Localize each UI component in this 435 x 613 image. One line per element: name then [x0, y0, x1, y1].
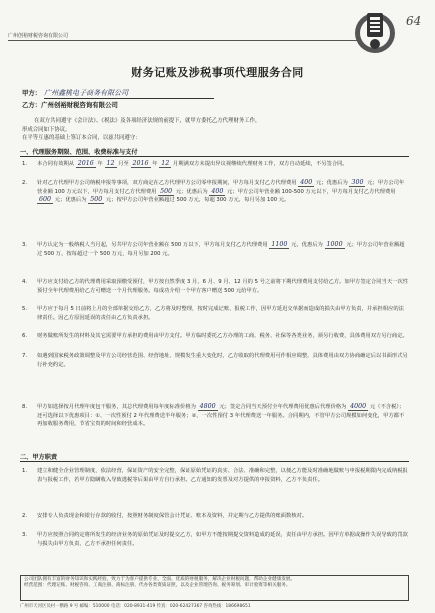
item-number: 4. — [22, 279, 28, 285]
party-b — [22, 100, 118, 109]
section-1-item-6 — [22, 332, 409, 341]
section-1-title: 一、代理服务期限、范围、收费标准与支付 — [20, 149, 138, 156]
item-text: 安排专人负责现金和银行存款的收付，按照财务制度保管会计凭证、账本及资料，并定期与乙方提供的账面数核对。 — [37, 513, 308, 519]
handwritten-page-number: 64 — [406, 14, 422, 28]
intro-paragraph — [22, 117, 409, 143]
party-a-label: 甲方： — [22, 89, 42, 97]
item-text: 年 — [152, 161, 158, 167]
item-text: 甲方如选择按月代理年度包干服务，其总代理费用每年度标准价格为 — [37, 404, 196, 410]
fee-field: 400 — [300, 179, 313, 186]
party-b-label: 乙方： — [22, 101, 42, 109]
discount-fee-field: 4000 — [350, 403, 367, 410]
item-text: 元；优惠后为 — [175, 188, 208, 195]
section-2-item-3 — [22, 531, 409, 548]
start-month-field: 12 — [106, 160, 115, 167]
item-number: 1. — [22, 468, 28, 474]
item-text: 年 — [97, 161, 103, 167]
section-2-item-2 — [22, 512, 409, 521]
fee-field: 1100 — [271, 241, 288, 248]
item-text: 元；甲方公司年营业额 100 万元以下，甲方每月支付乙方代理费用 — [37, 180, 405, 195]
section-1-rule — [20, 156, 409, 157]
item-text: 财务做账所发生的材料及其它需要甲方承担的费用由甲方支付。甲方临时委托乙方办理的工商、税务、社保等各类业务，须另行收费，具体费用双方另行商定。 — [37, 333, 408, 339]
fee-field: 500 — [90, 196, 103, 204]
fee-field: 1000 — [326, 241, 343, 248]
item-number: 2. — [22, 180, 28, 186]
fee-field: 600 — [39, 196, 52, 204]
item-text: 如遇到国家税务政策调整及甲方公司经营范围、经营地址、规模发生重大变化时，乙方收取的代理费用可作相应调整，具体费用由双方协商确定后以书面形式另行补充约定。 — [37, 353, 408, 368]
intro-line-3: 在平等互惠的基础上签订本合同，以兹共同遵守： — [22, 135, 141, 142]
item-text: 甲方应支付给乙方的代理费用采取预缴受预付，甲方按自然季度 3 月、6 月、9 月、12 月的 5 号之前将下期代理费用支付给乙方。如甲方签定合同当天一次性预付全年代理费用给乙方可赠送一个月代理服务。每成功介绍一个甲方客户赠送 500 元给甲方。 — [37, 279, 409, 294]
item-number: 3. — [22, 242, 28, 248]
item-number: 3. — [22, 532, 28, 538]
end-month-field: 12 — [161, 160, 170, 167]
fee-field: 300 — [351, 179, 364, 186]
header-firm-name: 广州创裕财税咨询有限公司 — [8, 33, 69, 39]
item-text: 元；优惠后为 — [315, 180, 348, 186]
item-text: 甲方应于每月 5 日前将上月的全部单据交给乙方，乙方将及时整理，按时完成记账、报税工作，因甲方延迟交单据而造成的损失由甲方负责，并承担相应的法律责任。因乙方原因延误的责任由乙方负责承担。 — [37, 306, 404, 321]
item-text: 甲方应按照合同约定将所发生的经济业务的原始凭证及时提交乙方，如甲方不能按期提交资料造成的延误，责任由甲方承担。因甲方单据或操作失误导致的罚款与损失由甲方负责，乙方不承担任何责任。 — [37, 532, 408, 547]
item-text: 元；甲方公司年营业额 100-500 万元以下，甲方每月支付乙方代理费用 — [227, 188, 396, 195]
item-number: 2. — [22, 513, 28, 519]
party-a — [22, 88, 214, 99]
item-text: 本合同有效期从 — [37, 161, 75, 167]
item-text: 元，优惠后为 — [291, 242, 323, 248]
fee-field: 400 — [211, 187, 224, 195]
item-text: 针对乙方代理甲方公司纳税申报等事项，双方商定在乙方代理甲方公司零申报期间，甲方每月支付乙方代理费用 — [37, 180, 297, 186]
item-number: 7. — [22, 353, 28, 359]
section-1-item-1 — [22, 160, 409, 169]
notice-line-1: 公司团队拥有丰富的财务知识和实践经验，致力于为客户提供专业、全面、优质的财税服务，解决企业财税问题，帮助企业健康发展。 — [24, 577, 296, 582]
section-1-item-2 — [22, 179, 409, 205]
item-text: 元（不含税）；还可选择以下优惠项目：①、一次性预付 2 年代理费送半年服务；②、一次性预付 3 年代理费送一年服务。合同期内，不管甲方公司规模如何变化，甲方都不再加收服务费用，节省宝贵的时间和经营成本。 — [37, 404, 405, 428]
annual-fee-field: 4800 — [199, 403, 216, 410]
section-2-title: 二、甲方职责 — [20, 454, 58, 461]
item-text: 元；优惠后为 — [54, 197, 87, 204]
company-notice-box — [20, 575, 409, 601]
intro-line-2: 形成合同如下协议。 — [22, 126, 71, 133]
section-2-item-1 — [22, 467, 409, 484]
notice-line-2: 经营范围：代理记账、财税咨询、工商注册、商标注册、代办各类资质证照，以及企业管理咨询、税务筹划、审计验资等相关服务。 — [24, 583, 291, 589]
item-text: 月期满双方未提出异议视继续代理财务工作，双方自动延续，不另签合同。 — [172, 161, 348, 167]
section-1-item-8 — [22, 403, 409, 429]
party-a-value: 广州鑫桃电子商务有限公司 — [44, 89, 129, 97]
firm-logo-icon — [352, 10, 398, 56]
item-text: 元；按甲方公司年营业额超过 500 万元，每超 300 万元，每月另加 100 元。 — [105, 197, 290, 204]
item-number: 5. — [22, 306, 28, 312]
item-number: 1. — [22, 161, 28, 167]
section-1-item-5 — [22, 305, 409, 322]
fee-field: 500 — [160, 187, 173, 195]
page-footer-contact: 广州市天河区员村一横路 9 号 邮编：510000 电话：020-8931-419 传真：020-62427367 咨询热线：186698651 — [20, 604, 251, 609]
item-text: 建立和健全企业管理制度，依法经营，保证资产的安全完整，保证原始凭证的真实、合法、准确和完整，以便乙方能及时准确地做账与申报税期限内完成纳税报表与报税工作，若甲方隐瞒收入导致逃税等后果由甲方自行承担。乙方通知的发票及对方提供的申报资料，乙方不负责任。 — [37, 468, 408, 483]
section-1-item-4 — [22, 278, 409, 295]
section-1-item-3 — [22, 241, 409, 258]
header-rule — [8, 40, 390, 41]
item-text: 元；甲方公司年营业额超过 500 万，按每超过一个 500 万元，每月另加 200 元。 — [37, 242, 405, 257]
item-text: 月至 — [118, 161, 129, 167]
section-2-rule — [20, 461, 409, 462]
section-1-item-7 — [22, 352, 409, 369]
end-year-field: 2016 — [132, 160, 149, 167]
item-number: 8. — [22, 404, 28, 410]
start-year-field: 2016 — [77, 160, 94, 167]
intro-line-1: 在双方共同遵守《会计法》、《税法》及各项经济法规的前提下，就甲方委托乙方代理财务工作， — [34, 118, 261, 124]
document-title: 财务记账及涉税事项代理服务合同 — [131, 66, 304, 79]
item-number: 6. — [22, 333, 28, 339]
party-b-value: 广州创裕财税咨询有限公司 — [41, 101, 118, 109]
item-text: 甲方认定为一般纳税人当月起，另共甲方公司年营业额在 500 万以下，甲方每月支付乙方代理费用 — [37, 242, 268, 248]
item-text: 元；签定合同当天预付全年代理费用优惠后代理价格为 — [219, 404, 347, 410]
